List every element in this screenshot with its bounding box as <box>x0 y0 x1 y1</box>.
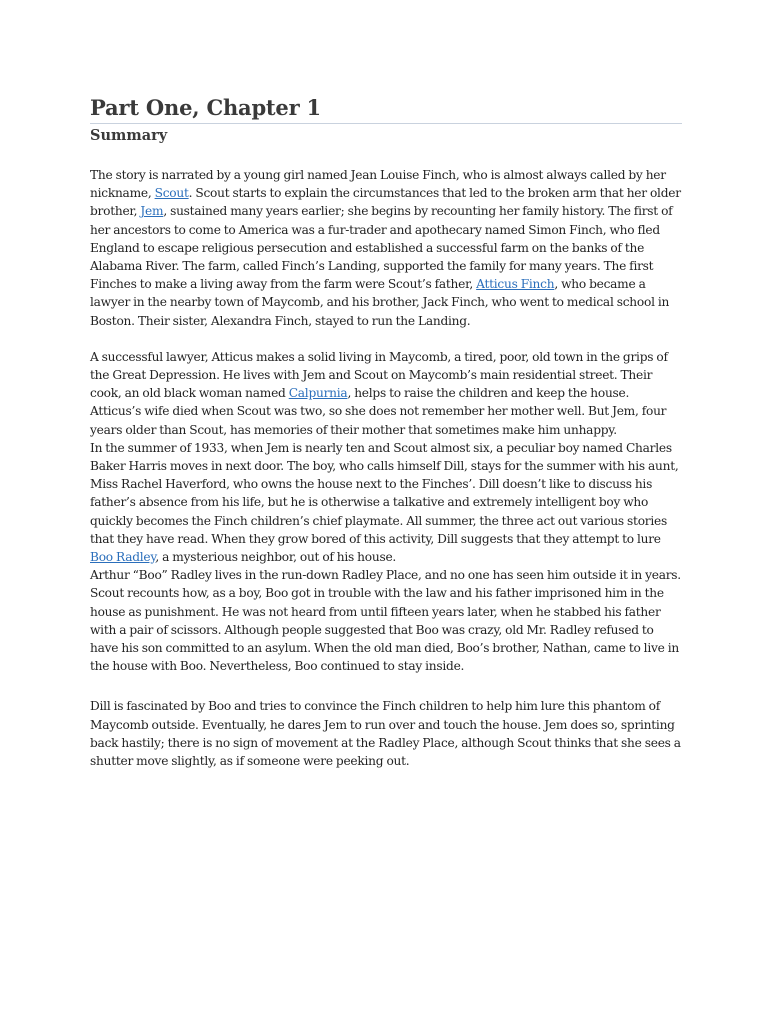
link-boo-radley[interactable]: Boo Radley <box>90 550 156 565</box>
document-page <box>90 94 682 770</box>
paragraph-text: , who became a lawyer in the nearby town of Maycomb, and his brother, Jack Finch, who went to medical school in Boston. Their sister, Alexandra Finch, stayed to run the Landing. <box>90 277 670 328</box>
paragraph-text: , a mysterious neighbor, out of his house. <box>155 550 397 565</box>
paragraph-1 <box>90 166 682 330</box>
chapter-title: Part One, Chapter 1 <box>90 95 321 120</box>
paragraph-5 <box>90 697 682 770</box>
title-divider <box>90 123 682 124</box>
paragraph-text: Arthur “Boo” Radley lives in the run-down Radley Place, and no one has seen him outside it in years. Scout recounts how, as a boy, Boo got in trouble with the law and his father imprisoned him in the house as punishment. He was not heard from until fifteen years later, when he stabbed his father with a pair of scissors. Although people suggested that Boo was crazy, old Mr. Radley refused to have his son committed to an asylum. When the old man died, Boo’s brother, Nathan, came to live in the house with Boo. Nevertheless, Boo continued to stay inside. <box>90 568 681 674</box>
paragraph-text: , helps to raise the children and keep the house. Atticus’s wife died when Scout was two, so she does not remember her mother well. But Jem, four years older than Scout, has memories of their mother that sometimes make him unhappy. <box>90 386 667 437</box>
link-calpurnia[interactable]: Calpurnia <box>288 386 348 401</box>
link-scout[interactable]: Scout <box>154 186 189 201</box>
paragraph-text: . Scout starts to explain the circumstances that led to the broken arm that her older brother, <box>90 186 681 219</box>
paragraph-2 <box>90 348 682 439</box>
paragraph-4 <box>90 566 682 675</box>
link-atticus-finch[interactable]: Atticus Finch <box>476 277 555 292</box>
link-jem[interactable]: Jem <box>140 204 164 219</box>
paragraph-text: A successful lawyer, Atticus makes a solid living in Maycomb, a tired, poor, old town in the grips of the Great Depression. He lives with Jem and Scout on Maycomb’s main residential street. Their cook, an old black woman named <box>90 349 668 401</box>
section-subtitle: Summary <box>90 127 168 144</box>
paragraph-text: , sustained many years earlier; she begins by recounting her family history. The first of her ancestors to come to America was a fur-trader and apothecary named Simon Finch, who fled England to escape religious persecution and established a successful farm on the banks of the Alabama River. The farm, called Finch’s Landing, supported the family for many years. The first Finches to make a living away from the farm were Scout’s father, <box>90 204 673 292</box>
paragraph-text: Dill is fascinated by Boo and tries to convince the Finch children to help him lure this phantom of Maycomb outside. Eventually, he dares Jem to run over and touch the house. Jem does so, sprinting back hastily; there is no sign of movement at the Radley Place, although Scout thinks that she sees a shutter move slightly, as if someone were peeking out. <box>90 699 681 769</box>
paragraph-text: In the summer of 1933, when Jem is nearly ten and Scout almost six, a peculiar boy named Charles Baker Harris moves in next door. The boy, who calls himself Dill, stays for the summer with his aunt, Miss Rachel Haverford, who owns the house next to the Finches’. Dill doesn’t like to discuss his father’s absence from his life, but he is otherwise a talkative and extremely intelligent boy who quickly becomes the Finch children’s chief playmate. All summer, the three act out various stories that they have read. When they grow bored of this activity, Dill suggests that they attempt to lure <box>90 440 679 546</box>
paragraph-3 <box>90 439 682 566</box>
paragraph-text: The story is narrated by a young girl named Jean Louise Finch, who is almost always called by her nickname, <box>90 168 666 201</box>
